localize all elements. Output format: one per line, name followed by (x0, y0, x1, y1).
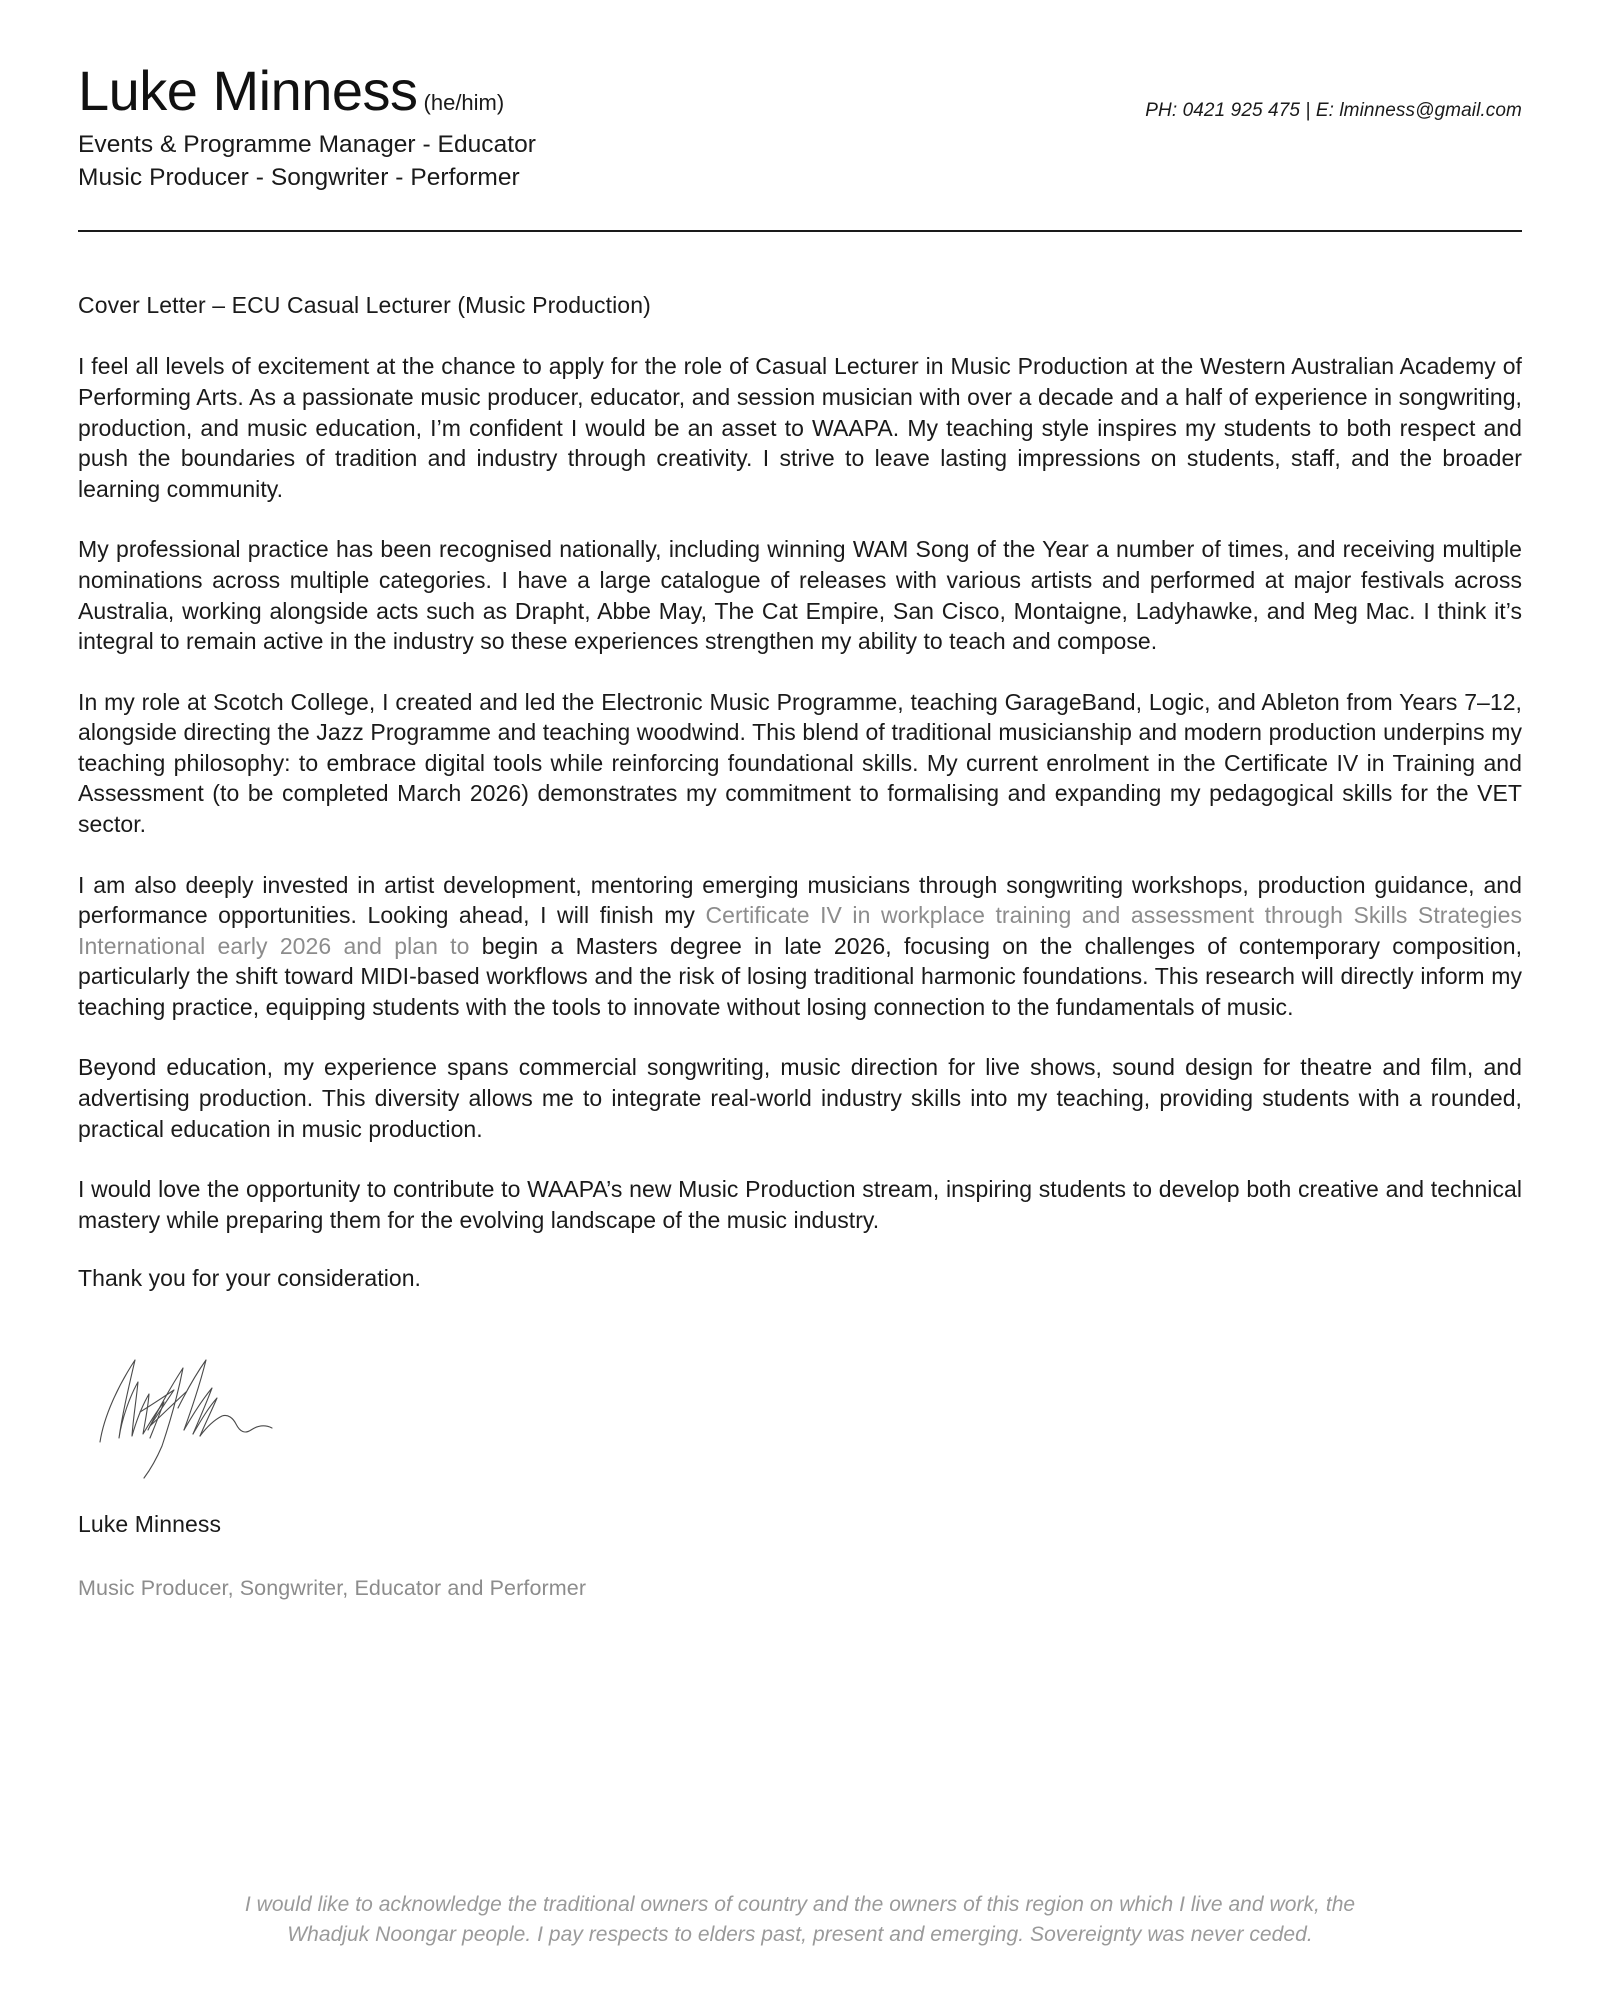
paragraph-4-segment-1: I am also deeply invested in artist development, mentoring emerging musicians through songwriting workshops, production guidance, and performance opportunities. Looking ahead, I will finish my (78, 871, 1522, 929)
role-line-primary: Events & Programme Manager - Educator (78, 130, 537, 158)
spacer (78, 657, 1522, 687)
acknowledgement-line-1: I would like to acknowledge the traditional owners of country and the owners of this region on which I live and work, the (244, 1893, 1356, 1917)
letter-paragraph-6: I would love the opportunity to contribute to WAAPA’s new Music Production stream, inspiring students to develop both creative and technical mastery while preparing them for the evolving landscape of the music industry. (78, 1176, 1522, 1233)
spacer (78, 321, 1522, 351)
document-header (0, 0, 1600, 194)
letter-paragraph-2: My professional practice has been recognised nationally, including winning WAM Song of the Year a number of times, and receiving multiple nominations across multiple categories. I have a large catalogue of releases with various artists and performed at major festivals across Australia, working alongside acts such as Drapht, Abbe May, The Cat Empire, San Cisco, Montaigne, Ladyhawke, and Meg Mac. I think it’s integral to remain active in the industry so these experiences strengthen my ability to teach and compose. (78, 536, 1522, 655)
name-line (78, 59, 536, 122)
acknowledgement-line-2: Whadjuk Noongar people. I pay respects to elders past, present and emerging. Sovereignty was never ceded. (287, 1923, 1313, 1947)
page-title: Luke Minness (78, 59, 418, 122)
letter-closing: Thank you for your consideration. (78, 1265, 421, 1292)
contact-info: PH: 0421 925 475 | E: lminness@gmail.com (1145, 100, 1522, 121)
spacer (78, 504, 1522, 534)
name-block (78, 59, 537, 194)
letter-subject: Cover Letter – ECU Casual Lecturer (Music Production) (78, 292, 651, 319)
letter-paragraph-4 (78, 870, 1522, 1023)
letter-body (0, 290, 1600, 1294)
letter-paragraph-5: Beyond education, my experience spans commercial songwriting, music direction for live shows, sound design for theatre and film, and advertising production. This diversity allows me to integrate real-world industry skills into my teaching, providing students with a rounded, practical education in music production. (78, 1054, 1522, 1142)
header-divider (78, 230, 1522, 232)
role-line-secondary: Music Producer - Songwriter - Performer (78, 164, 520, 192)
spacer (78, 840, 1522, 870)
signature-block (0, 1346, 1600, 1601)
pronouns-label: (he/him) (423, 90, 505, 115)
signature-name: Luke Minness (78, 1510, 222, 1537)
acknowledgement-footer (0, 1890, 1600, 1950)
header-row (78, 59, 1522, 194)
spacer (78, 1144, 1522, 1174)
signature-subtitle: Music Producer, Songwriter, Educator and Performer (78, 1575, 587, 1600)
paragraph-4-muted-segment: Certificate IV in workplace training and assessment through Skills Strategies International early 2026 and plan to (78, 902, 1522, 959)
letter-paragraph-3: In my role at Scotch College, I created and led the Electronic Music Programme, teaching GarageBand, Logic, and Ableton from Years 7–12, alongside directing the Jazz Programme and teaching woodwind. This blend of traditional musicianship and modern production underpins my teaching philosophy: to embrace digital tools while reinforcing foundational skills. My current enrolment in the Certificate IV in Training and Assessment (to be completed March 2026) demonstrates my commitment to formalising and expanding my pedagogical skills for the VET sector. (78, 688, 1522, 837)
spacer (78, 1022, 1522, 1052)
letter-paragraph-1: I feel all levels of excitement at the chance to apply for the role of Casual Lecturer in Music Production at the Western Australian Academy of Performing Arts. As a passionate music producer, educator, and session musician with over a decade and a half of experience in songwriting, production, and music education, I’m confident I would be an asset to WAAPA. My teaching style inspires my students to both respect and push the boundaries of tradition and industry through creativity. I strive to leave lasting impressions on students, staff, and the broader learning community. (78, 353, 1522, 502)
signature-image (78, 1346, 308, 1481)
paragraph-4-segment-2: begin a Masters degree in late 2026, focusing on the challenges of contemporary composition, particularly the shift toward MIDI-based workflows and the risk of losing traditional harmonic foundations. This research will directly inform my teaching practice, equipping students with the tools to innovate without losing connection to the fundamentals of music. (78, 932, 1523, 1020)
spacer (78, 1235, 1522, 1263)
